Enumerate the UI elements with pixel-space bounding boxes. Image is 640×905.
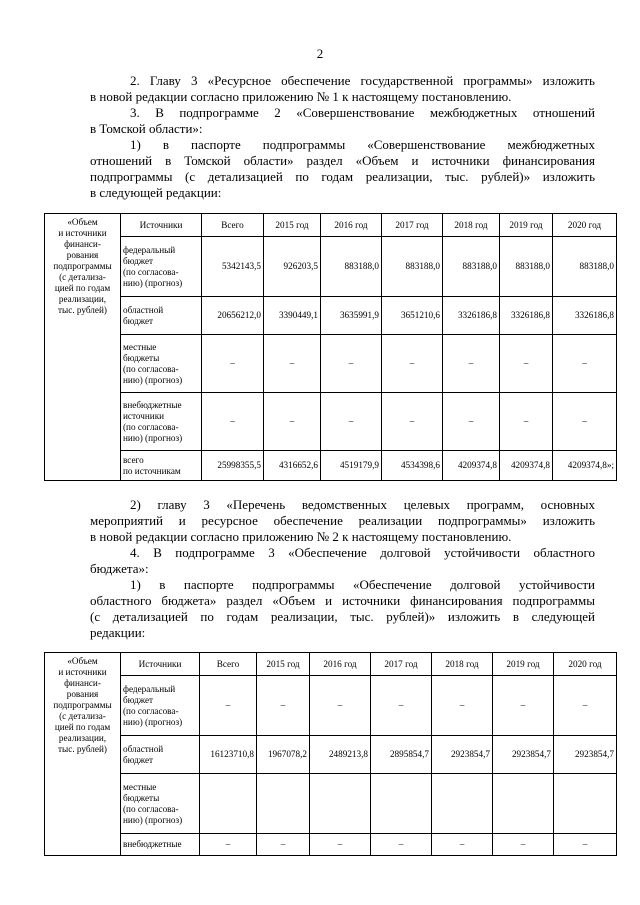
text-line: 2) главу 3 «Перечень ведомственных целевых программ, основных — [130, 497, 595, 512]
text-line: (с детализацией по годам реализации, тыс. рублей)» изложить в следующей — [90, 609, 595, 624]
text-line: областного бюджета» раздел «Объем и источники финансирования подпрограммы — [90, 593, 595, 608]
header-cell: 2017 год — [371, 653, 432, 676]
value-cell: 883188,0 — [321, 237, 382, 297]
value-cell: 883188,0 — [500, 237, 553, 297]
value-cell: – — [371, 834, 432, 856]
value-cell: – — [493, 834, 554, 856]
value-cell: – — [200, 834, 257, 856]
header-cell: Всего — [200, 653, 257, 676]
value-cell: – — [432, 676, 493, 736]
value-cell: 4534398,6 — [382, 451, 443, 481]
header-cell: 2018 год — [432, 653, 493, 676]
value-cell: 4209374,8 — [443, 451, 500, 481]
text-line: подпрограммы (с детализацией по годам реализации, тыс. рублей)» изложить — [90, 169, 595, 184]
source-cell: местные бюджеты (по согласова- нию) (прогноз) — [121, 335, 202, 393]
value-cell: 4316652,6 — [264, 451, 321, 481]
table-row — [45, 297, 617, 335]
funding-table-subprogram-3 — [44, 652, 617, 856]
text-line: в следующей редакции: — [90, 185, 222, 200]
value-cell: 2923854,7 — [432, 736, 493, 774]
table-row — [45, 393, 617, 451]
header-cell: 2015 год — [264, 214, 321, 237]
text-line: отношений в Томской области» раздел «Объем и источники финансирования — [90, 153, 595, 168]
table-row — [45, 451, 617, 481]
value-cell: – — [202, 393, 264, 451]
paragraph-block-a — [90, 73, 595, 201]
value-cell: – — [202, 335, 264, 393]
value-cell: – — [321, 335, 382, 393]
text-line: мероприятий и ресурсное обеспечение реализации подпрограммы» изложить — [90, 513, 595, 528]
source-cell: внебюджетные источники (по согласова- нию) (прогноз) — [121, 393, 202, 451]
value-cell: 883188,0 — [382, 237, 443, 297]
value-cell: – — [310, 834, 371, 856]
value-cell: 926203,5 — [264, 237, 321, 297]
value-cell — [554, 774, 617, 834]
value-cell: – — [257, 676, 310, 736]
value-cell: – — [371, 676, 432, 736]
header-cell: 2015 год — [257, 653, 310, 676]
source-cell: всего по источникам — [121, 451, 202, 481]
table-row — [45, 736, 617, 774]
value-cell: 20656212,0 — [202, 297, 264, 335]
text-line: бюджета»: — [90, 561, 149, 576]
value-cell: – — [264, 393, 321, 451]
value-cell: 4209374,8 — [500, 451, 553, 481]
table-label-cell: «Объем и источники финанси- рования подпрограммы (с детализа- цией по годам реализации, тыс. рублей) — [45, 653, 121, 856]
header-cell: 2020 год — [553, 214, 617, 237]
value-cell: 2923854,7 — [554, 736, 617, 774]
text-line: редакции: — [90, 625, 146, 640]
page-number: 2 — [316, 46, 324, 61]
header-cell: 2019 год — [493, 653, 554, 676]
value-cell: 25998355,5 — [202, 451, 264, 481]
value-cell — [257, 774, 310, 834]
value-cell: 3326186,8 — [553, 297, 617, 335]
text-line: в новой редакции согласно приложению № 2 к настоящему постановлению. — [90, 529, 512, 544]
text-line: в новой редакции согласно приложению № 1 к настоящему постановлению. — [90, 89, 512, 104]
value-cell — [310, 774, 371, 834]
value-cell — [200, 774, 257, 834]
value-cell: – — [443, 335, 500, 393]
text-line: 4. В подпрограмме 3 «Обеспечение долговой устойчивости областного — [130, 545, 595, 560]
value-cell: 2923854,7 — [493, 736, 554, 774]
value-cell: 4209374,8»; — [553, 451, 617, 481]
value-cell: – — [200, 676, 257, 736]
value-cell: 3326186,8 — [443, 297, 500, 335]
source-cell: внебюджетные — [121, 834, 200, 856]
table-row — [45, 676, 617, 736]
value-cell: – — [500, 393, 553, 451]
table-label-cell: «Объем и источники финанси- рования подпрограммы (с детализа- цией по годам реализации, тыс. рублей) — [45, 214, 121, 481]
header-cell: Всего — [202, 214, 264, 237]
value-cell: 3326186,8 — [500, 297, 553, 335]
header-cell: 2016 год — [310, 653, 371, 676]
text-line: 3. В подпрограмме 2 «Совершенствование межбюджетных отношений — [130, 105, 595, 120]
value-cell: 2489213,8 — [310, 736, 371, 774]
source-cell: федеральный бюджет (по согласова- нию) (прогноз) — [121, 237, 202, 297]
value-cell: – — [554, 676, 617, 736]
text-line: в Томской области»: — [90, 121, 203, 136]
value-cell: 3390449,1 — [264, 297, 321, 335]
value-cell: – — [257, 834, 310, 856]
value-cell: – — [553, 335, 617, 393]
source-cell: федеральный бюджет (по согласова- нию) (прогноз) — [121, 676, 200, 736]
funding-table-subprogram-2 — [44, 213, 617, 481]
table-row — [45, 774, 617, 834]
value-cell — [432, 774, 493, 834]
value-cell: – — [553, 393, 617, 451]
table-header-row — [45, 214, 617, 237]
text-line: 2. Главу 3 «Ресурсное обеспечение государственной программы» изложить — [130, 73, 595, 88]
value-cell: – — [321, 393, 382, 451]
value-cell: – — [493, 676, 554, 736]
value-cell: 16123710,8 — [200, 736, 257, 774]
value-cell: – — [310, 676, 371, 736]
header-cell: Источники — [121, 653, 200, 676]
value-cell: – — [500, 335, 553, 393]
header-cell: 2016 год — [321, 214, 382, 237]
text-line: 1) в паспорте подпрограммы «Обеспечение долговой устойчивости — [130, 577, 595, 592]
value-cell: 2895854,7 — [371, 736, 432, 774]
value-cell: 883188,0 — [553, 237, 617, 297]
table-header-row — [45, 653, 617, 676]
header-cell: Источники — [121, 214, 202, 237]
table-row — [45, 335, 617, 393]
table-row — [45, 237, 617, 297]
value-cell: – — [432, 834, 493, 856]
text-line: 1) в паспорте подпрограммы «Совершенствование межбюджетных — [130, 137, 595, 152]
value-cell: 883188,0 — [443, 237, 500, 297]
source-cell: областной бюджет — [121, 736, 200, 774]
value-cell: – — [264, 335, 321, 393]
table-row — [45, 834, 617, 856]
value-cell: 3635991,9 — [321, 297, 382, 335]
header-cell: 2018 год — [443, 214, 500, 237]
header-cell: 2019 год — [500, 214, 553, 237]
value-cell — [371, 774, 432, 834]
value-cell: – — [554, 834, 617, 856]
value-cell: – — [382, 335, 443, 393]
value-cell: – — [443, 393, 500, 451]
value-cell: – — [382, 393, 443, 451]
value-cell: 1967078,2 — [257, 736, 310, 774]
header-cell: 2017 год — [382, 214, 443, 237]
value-cell — [493, 774, 554, 834]
source-cell: областной бюджет — [121, 297, 202, 335]
source-cell: местные бюджеты (по согласова- нию) (прогноз) — [121, 774, 200, 834]
value-cell: 5342143,5 — [202, 237, 264, 297]
header-cell: 2020 год — [554, 653, 617, 676]
value-cell: 3651210,6 — [382, 297, 443, 335]
paragraph-block-b — [90, 497, 595, 641]
value-cell: 4519179,9 — [321, 451, 382, 481]
